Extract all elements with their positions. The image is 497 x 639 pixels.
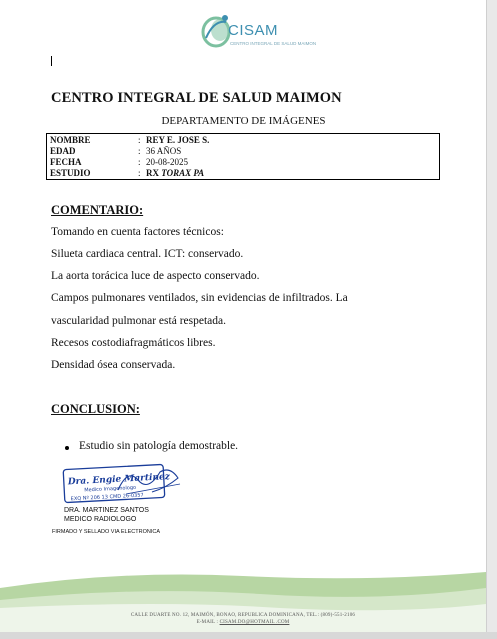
study-prefix: RX [146, 168, 162, 178]
logo-text: CISAM [228, 22, 279, 39]
comment-heading: COMENTARIO: [51, 203, 144, 217]
footer-email-link[interactable]: CISAM.DO@HOTMAIL .COM [219, 620, 290, 625]
footer-address: CALLE DUARTE NO. 12, MAIMÓN, BONAO, REPUBLICA DOMINICANA, TEL.: (809)-551-2106 [130, 613, 356, 618]
stamp-name: Dra. Engie Martinez [67, 472, 171, 488]
footer-email [0, 620, 486, 625]
page-edge-bottom [0, 632, 497, 639]
stamp-role: Medico Imagenologo [84, 484, 137, 494]
patient-separator: : [138, 146, 141, 156]
conclusion-item: Estudio sin patología demostrable. [79, 440, 239, 452]
patient-separator: : [138, 168, 141, 178]
patient-age-value: 36 AÑOS [146, 146, 182, 156]
comment-line: Densidad ósea conservada. [51, 359, 176, 371]
patient-study-value [146, 168, 204, 179]
patient-label: EDAD [50, 146, 76, 156]
patient-separator: : [138, 157, 141, 167]
patient-row-age [50, 146, 439, 157]
text-cursor [51, 56, 52, 66]
comment-line: La aorta torácica luce de aspecto conservado. [51, 270, 260, 282]
bullet-icon [65, 446, 69, 450]
doctor-stamp [56, 462, 191, 510]
signature-name: DRA. MARTINEZ SANTOS [64, 507, 149, 514]
signature-role: MEDICO RADIOLOGO [64, 516, 137, 523]
stamp-exq: EXQ Nº 206 13 CMD 26-0357 [70, 492, 144, 503]
patient-separator: : [138, 135, 141, 145]
comment-line: Tomando en cuenta factores técnicos: [51, 226, 224, 238]
patient-info-box [46, 133, 440, 180]
department-label: DEPARTAMENTO DE IMÁGENES [161, 115, 326, 127]
footer-email-label: E-MAIL : [196, 620, 220, 625]
patient-row-name [50, 135, 439, 146]
patient-label: NOMBRE [50, 135, 91, 145]
page-edge [486, 0, 497, 639]
comment-line: vascularidad pulmonar está respetada. [51, 315, 226, 327]
patient-name-value: REY E. JOSE S. [146, 135, 210, 145]
patient-date-value: 20-08-2025 [146, 157, 188, 167]
comment-line: Campos pulmonares ventilados, sin evidencias de infiltrados. La [51, 292, 348, 304]
patient-label: ESTUDIO [50, 168, 91, 178]
comment-line: Silueta cardiaca central. ICT: conservado. [51, 248, 244, 260]
patient-row-date [50, 157, 439, 168]
study-italic: TORAX PA [161, 168, 205, 178]
comment-line: Recesos costodiafragmáticos libres. [51, 337, 216, 349]
patient-row-study [50, 168, 439, 179]
logo-subtitle: CENTRO INTEGRAL DE SALUD MAIMON [230, 41, 317, 46]
document-title: CENTRO INTEGRAL DE SALUD MAIMON [51, 90, 342, 106]
conclusion-heading: CONCLUSION: [51, 402, 140, 416]
signature-note: FIRMADO Y SELLADO VIA ELECTRONICA [52, 529, 160, 535]
patient-label: FECHA [50, 157, 82, 167]
